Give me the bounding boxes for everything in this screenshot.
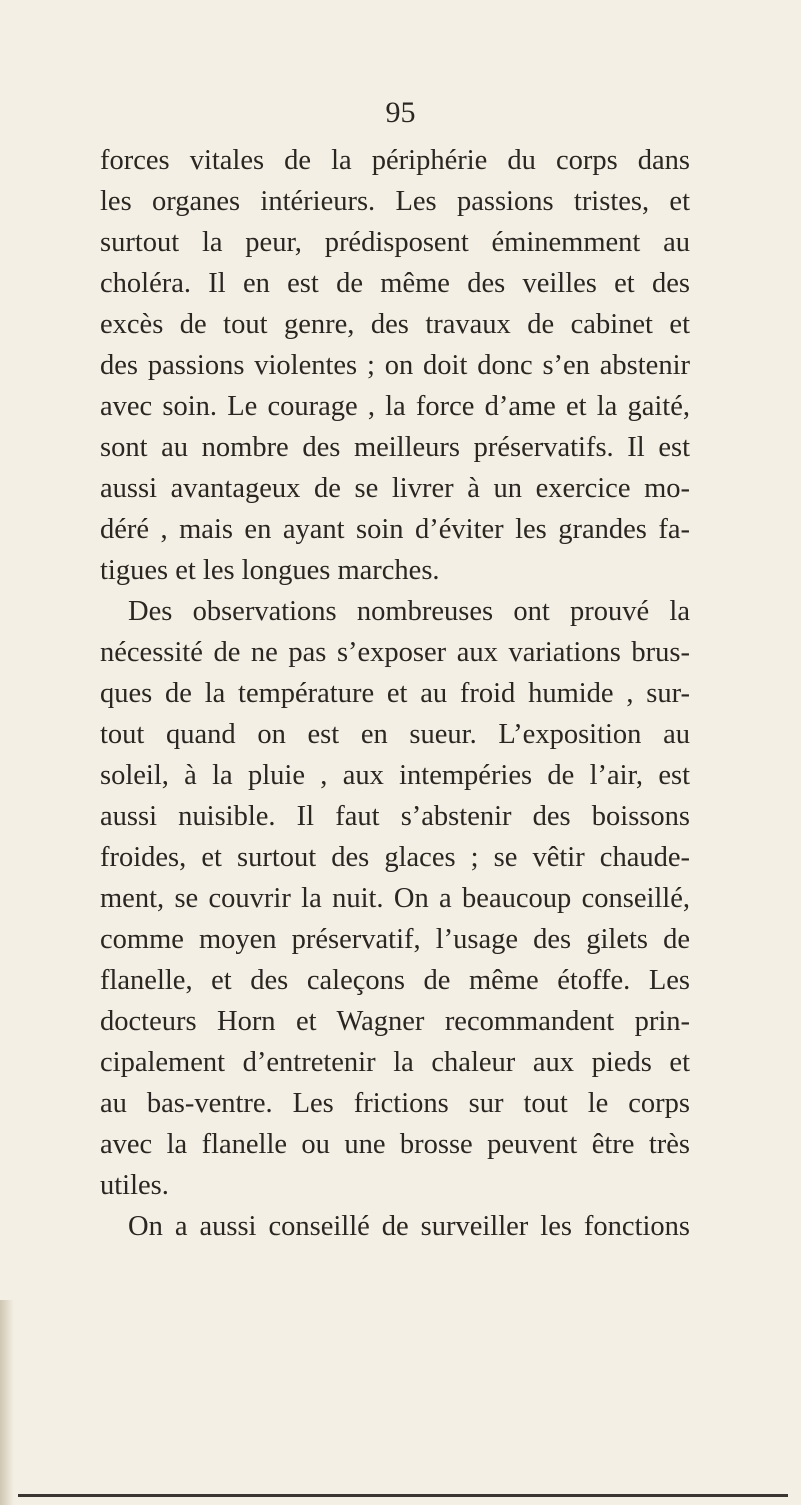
text-line: comme moyen préservatif, l’usage des gilets de [100,924,690,955]
text-line: aussi nuisible. Il faut s’abstenir des boissons [100,801,690,832]
text-line: des passions violentes ; on doit donc s’en abstenir [100,350,690,381]
text-line: flanelle, et des caleçons de même étoffe. Les [100,965,690,996]
body-text [100,140,690,1247]
text-line: choléra. Il en est de même des veilles et des [100,268,690,299]
page-edge-shadow [0,1300,14,1505]
text-line: utiles. [100,1170,169,1201]
text-line: nécessité de ne pas s’exposer aux variations brus- [100,637,690,668]
text-line: les organes intérieurs. Les passions tristes, et [100,186,690,217]
page-number: 95 [385,96,416,129]
text-line: tigues et les longues marches. [100,555,440,586]
text-line: froides, et surtout des glaces ; se vêtir chaude- [100,842,690,873]
text-line: surtout la peur, prédisposent éminemment au [100,227,690,258]
text-line: cipalement d’entretenir la chaleur aux pieds et [100,1047,690,1078]
text-line: docteurs Horn et Wagner recommandent prin- [100,1006,690,1037]
text-line: excès de tout genre, des travaux de cabinet et [100,309,690,340]
text-line: déré , mais en ayant soin d’éviter les grandes fa- [100,514,690,545]
text-line: aussi avantageux de se livrer à un exercice mo- [100,473,690,504]
text-line: forces vitales de la périphérie du corps dans [100,145,690,176]
bottom-edge-line [18,1494,788,1497]
text-line: ques de la température et au froid humide , sur- [100,678,690,709]
text-line: ment, se couvrir la nuit. On a beaucoup conseillé, [100,883,690,914]
text-line: avec soin. Le courage , la force d’ame et la gaité, [100,391,690,422]
text-line: Des observations nombreuses ont prouvé la [128,596,690,627]
text-line: tout quand on est en sueur. L’exposition au [100,719,690,750]
text-line: soleil, à la pluie , aux intempéries de l’air, est [100,760,690,791]
text-line: On a aussi conseillé de surveiller les fonctions [128,1211,690,1242]
text-line: sont au nombre des meilleurs préservatifs. Il est [100,432,690,463]
text-line: au bas-ventre. Les frictions sur tout le corps [100,1088,690,1119]
text-line: avec la flanelle ou une brosse peuvent être très [100,1129,690,1160]
